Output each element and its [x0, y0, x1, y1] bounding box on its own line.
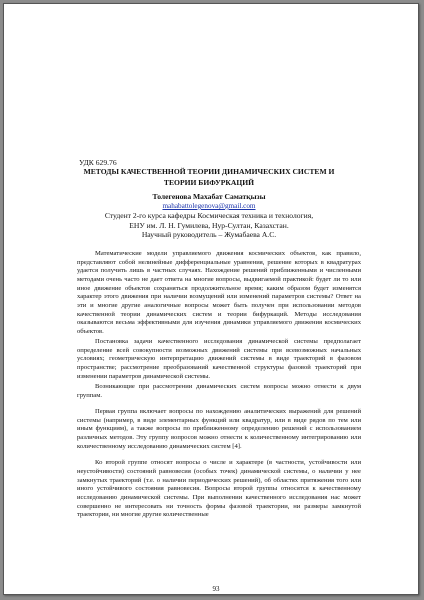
article-title — [64, 166, 354, 188]
title-line: МЕТОДЫ КАЧЕСТВЕННОЙ ТЕОРИИ ДИНАМИЧЕСКИХ СИСТЕМ И — [83, 167, 335, 176]
body-paragraph: Математические модели управляемого движения космических объектов, как правило, представляют собой нелинейные дифференциальные уравнения, решение которых в квадратурах удается получить лишь в частных случаях. Нахождение решений приближенными и численными методами очень часто не дает ответа на многие вопросы, выдвигаемой практикой: будет ли то или иное движение объектов сохраняться продолжительное время; каким образом будет изменятся характер этого движения при наличии возмущений или изменений параметров системы? Ответ на эти и многие другие аналогичные вопросы может быть получен при использовании методов качественной теории динамических систем и теории бифуркаций. Методы исследования оказываются весьма эффективными для изучения динамики управляемого движения космических объектов. — [77, 250, 361, 335]
document-page — [3, 3, 419, 595]
affiliation-line: Научный руководитель – Жумабаева А.С. — [141, 230, 277, 239]
author-name: Толегенова Махабат Саматқызы — [152, 192, 266, 201]
affiliation-line: ЕНУ им. Л. Н. Гумилева, Нур-Султан, Казахстан. — [129, 220, 289, 230]
body-paragraph: Возникающие при рассмотрении динамических систем вопросы можно отнести к двум группам. — [77, 382, 361, 399]
udc-code: УДК 629.76 — [79, 158, 117, 167]
body-paragraph: Первая группа включает вопросы по нахождению аналитических выражений для решений системы (например, в виде элементарных функций или квадратур, или в виде рядов по тем или иным функциям), а также вопросы по приближенному определению решений с использованием различных методов. Эту группу вопросов можно отнести к количественному интегрированию или количественному исследованию динамических систем [4]. — [77, 408, 361, 450]
title-line: ТЕОРИИ БИФУРКАЦИЙ — [163, 178, 255, 187]
affiliation-line: Студент 2-го курса кафедры Космическая техника и технология, — [104, 211, 314, 220]
affiliation — [64, 211, 354, 240]
article-body — [77, 250, 361, 522]
author-email-link[interactable]: mahabattolegenova@gmail.com — [162, 202, 256, 210]
page-number: 93 — [212, 585, 220, 593]
body-paragraph: Постановка задачи качественного исследования динамической системы предполагает определение всей совокупности возможных движений системы при всевозможных начальных условиях; геометрическую интерпретацию движений системы в виде траекторий в фазовом пространстве; рассмотрение преобразований качественной структуры фазовой траекторий при изменении параметров динамической системы. — [77, 338, 361, 380]
body-paragraph: Ко второй группе относят вопросы о числе и характере (в частности, устойчивости или неустойчивости) состояний равновесия (особых точек) динамической системы, о наличии у нее замкнутых траекторий (т.е. о наличии периодических решений), об областях притяжения того или иного устойчивого состояния равновесия. Вопросы второй группы относятся к качественному исследованию динамической системы. При выполнении качественного исследования нас может совершенно не интересовать ни точность формы фазовой траектории, ни размеры замкнутой траектории, ни многие другие количественные — [77, 459, 361, 519]
